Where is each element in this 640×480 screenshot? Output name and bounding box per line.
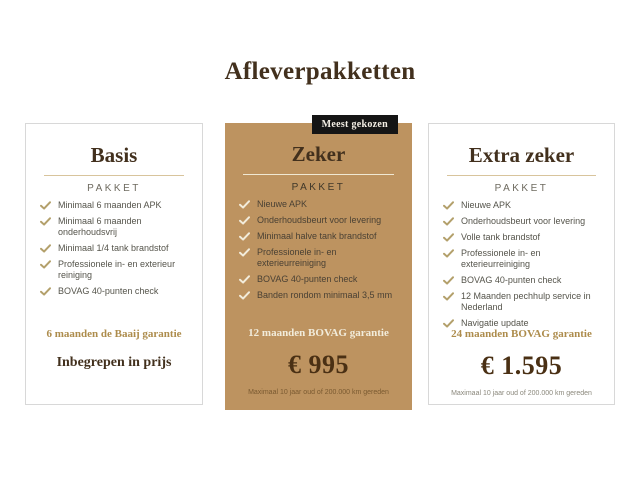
feature-item [443,275,606,286]
most-chosen-badge: Meest gekozen [312,115,398,134]
package-card-zeker [225,119,412,410]
price-value: € 1.595 [480,351,563,380]
feature-label: Nieuwe APK [461,200,512,210]
check-icon [443,319,454,328]
package-card-basis [25,123,203,405]
feature-item [40,243,194,254]
title-divider [44,175,184,176]
guarantee-text: 12 maanden BOVAG garantie [248,327,389,339]
feature-label: Nieuwe APK [257,199,308,209]
feature-label: Professionele in- en exterieurreiniging [257,246,337,268]
feature-item [40,286,194,297]
check-icon [443,292,454,301]
feature-list [40,200,194,302]
package-title: Extra zeker [468,143,575,167]
package-subtitle: PAKKET [87,183,141,194]
title-divider [243,174,394,175]
feature-label: Minimaal 1/4 tank brandstof [58,242,169,253]
check-icon [443,276,454,285]
page-title: Afleverpakketten [224,58,416,85]
feature-label: Professionele in- en exterieur reiniging [58,258,176,280]
feature-label: Onderhoudsbeurt voor levering [257,214,382,225]
feature-label: Navigatie update [461,317,529,328]
check-icon [239,275,250,284]
feature-item [239,215,404,226]
check-icon [443,249,454,258]
feature-item [239,231,404,242]
feature-item [239,247,404,269]
feature-label: Minimaal 6 maanden onderhoudsvrij [58,215,142,237]
package-subtitle: PAKKET [494,183,549,194]
price-note: Maximaal 10 jaar oud of 200.000 km gereden [248,389,389,396]
check-icon [239,216,250,225]
check-icon [239,232,250,241]
feature-label: Onderhoudsbeurt voor levering [461,215,586,226]
feature-label: Banden rondom minimaal 3,5 mm [257,289,393,300]
package-card-extra-zeker [428,123,615,405]
check-icon [239,200,250,209]
price-value: € 995 [288,350,349,379]
check-icon [443,233,454,242]
price-note: Maximaal 10 jaar oud of 200.000 km gereden [451,390,592,397]
feature-item [443,291,606,313]
check-icon [40,244,51,253]
check-icon [443,201,454,210]
package-cards [25,119,615,410]
price-included-text: Inbegrepen in prijs [56,355,172,370]
check-icon [40,260,51,269]
feature-label: BOVAG 40-punten check [461,274,562,285]
check-icon [443,217,454,226]
feature-label: 12 Maanden pechhulp service in Nederland [461,290,591,312]
guarantee-text: 6 maanden de Baaij garantie [46,328,182,340]
feature-label: Minimaal 6 maanden APK [58,200,162,210]
feature-item [40,216,194,238]
check-icon [239,291,250,300]
check-icon [239,248,250,257]
feature-label: BOVAG 40-punten check [257,273,358,284]
check-icon [40,201,51,210]
feature-label: BOVAG 40-punten check [58,285,159,296]
feature-label: Minimaal halve tank brandstof [257,230,377,241]
package-title: Basis [90,143,138,167]
check-icon [40,217,51,226]
title-divider [447,175,596,176]
feature-label: Volle tank brandstof [461,231,541,242]
feature-item [239,274,404,285]
feature-item [443,248,606,270]
feature-list [239,199,404,306]
feature-item [443,200,606,211]
package-title: Zeker [291,142,346,166]
feature-list [443,200,606,334]
check-icon [40,287,51,296]
feature-item [443,232,606,243]
feature-item [40,259,194,281]
package-subtitle: PAKKET [291,182,346,193]
feature-label: Professionele in- en exterieurreiniging [461,247,541,269]
feature-item [443,216,606,227]
feature-item [40,200,194,211]
feature-item [239,199,404,210]
guarantee-text: 24 maanden BOVAG garantie [451,328,592,340]
feature-item [239,290,404,301]
